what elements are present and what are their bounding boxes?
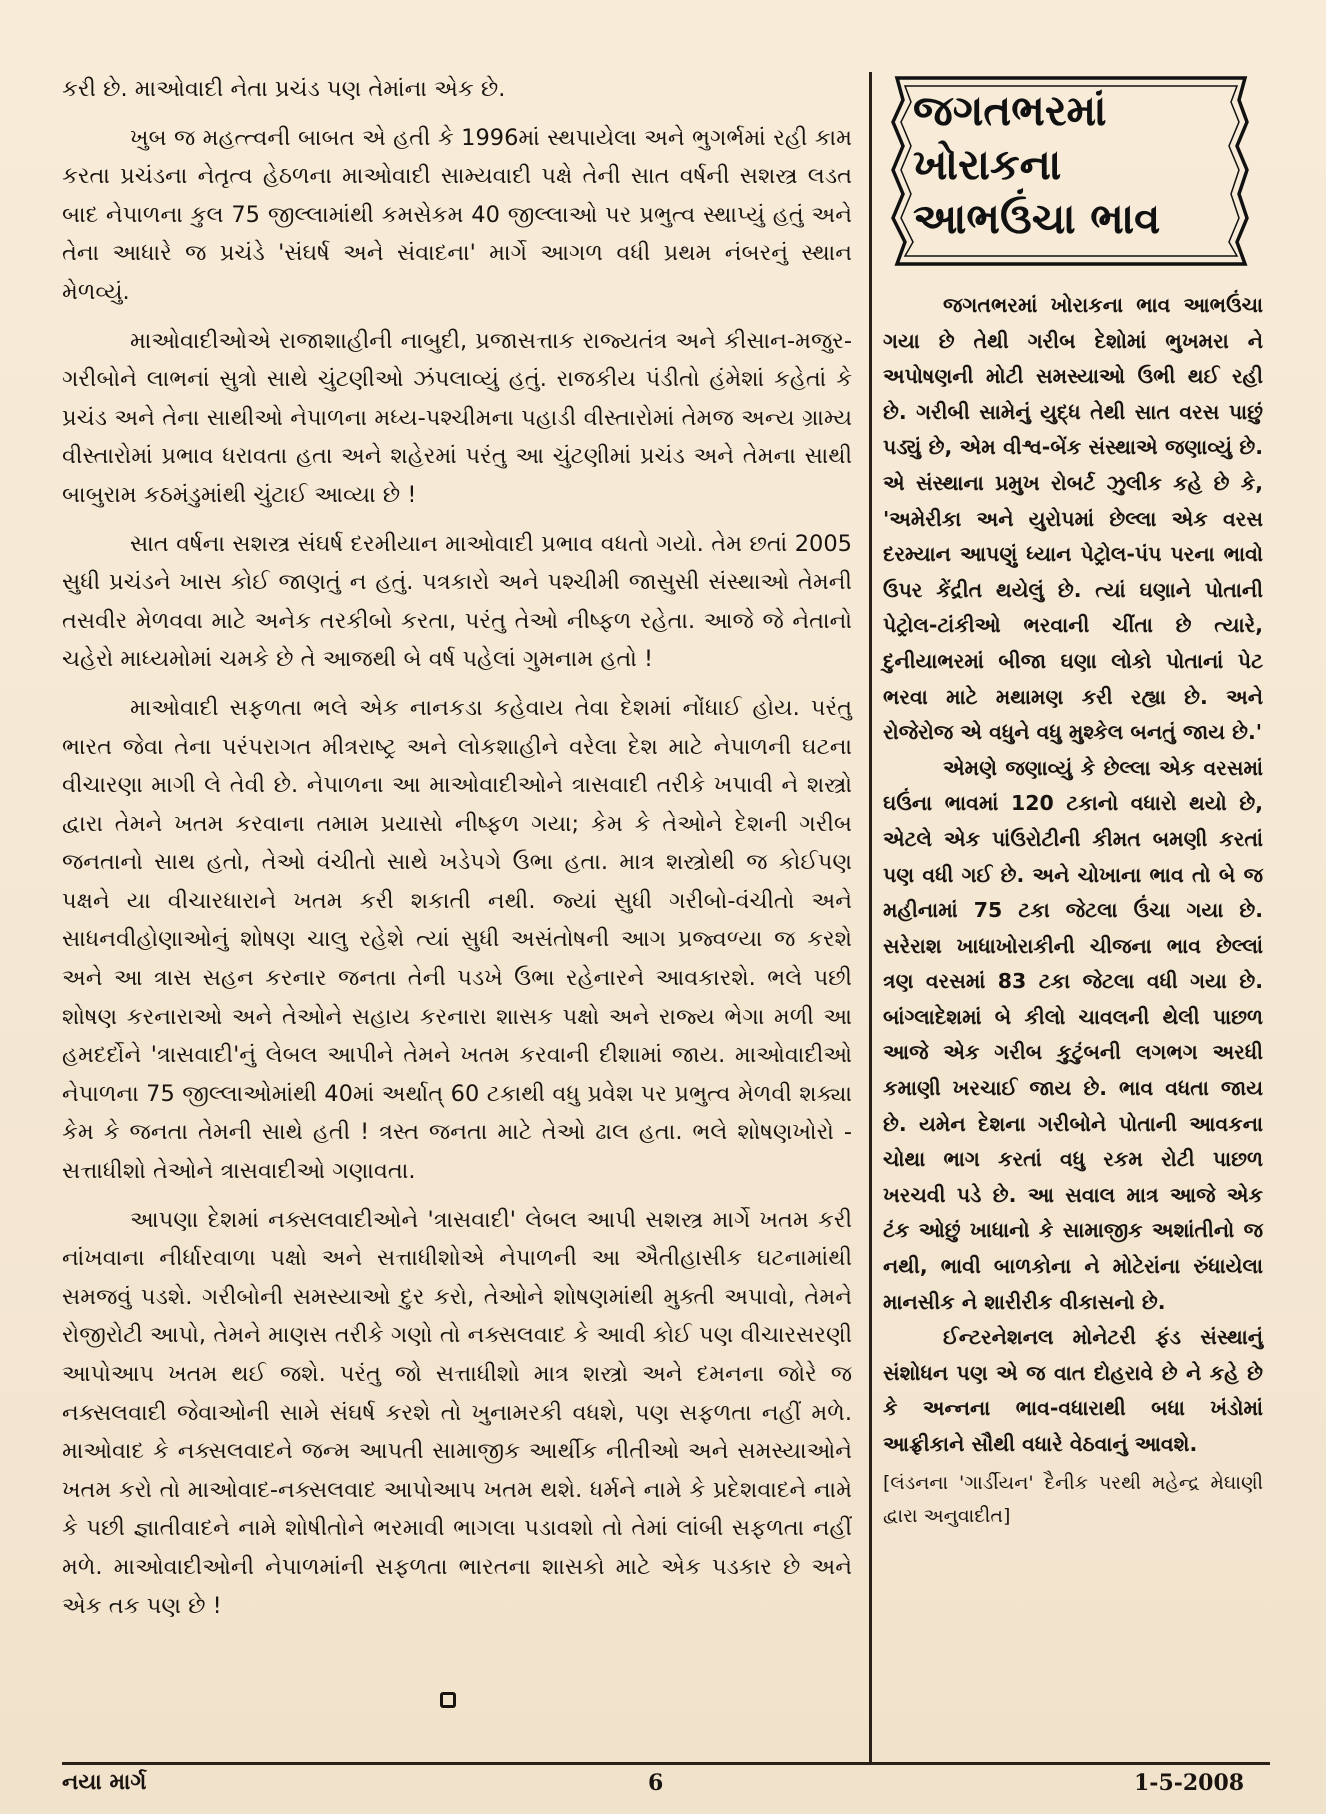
article-end-mark	[440, 1692, 456, 1708]
sidebar-paragraph: ઈન્ટરનેશનલ મોનેટરી ફંડ સંસ્થાનું સંશોધન પણ એ જ વાત દોહરાવે છે ને કહે છે કે અન્નના ભાવ-વધારાથી બધા ખંડોમાં આફ્રીકાને સૌથી વધારે વેઠવાનું આવશે.	[883, 1325, 1263, 1456]
sidebar-paragraph: જગતભરમાં ખોરાકના ભાવ આભઉંચા ગયા છે તેથી ગરીબ દેશોમાં ભુખમરા ને અપોષણની મોટી સમસ્યાઓ ઉભી થઈ રહી છે. ગરીબી સામેનું યુદ્ધ તેથી સાત વરસ પાછું પડ્યું છે, એમ વીશ્વ-બેંક સંસ્થાએ જણાવ્યું છે. એ સંસ્થાના પ્રમુખ રોબર્ટ ઝુલીક કહે છે કે, 'અમેરીકા અને યુરોપમાં છેલ્લા એક વરસ દરમ્યાન આપણું ધ્યાન પેટ્રોલ-પંપ પરના ભાવો ઉપર કેંદ્રીત થયેલું છે. ત્યાં ઘણાને પોતાની પેટ્રોલ-ટાંકીઓ ભરવાની ચીંતા છે ત્યારે, દુનીયાભરમાં બીજા ઘણા લોકો પોતાનાં પેટ ભરવા માટે મથામણ કરી રહ્યા છે. અને રોજેરોજ એ વધુને વધુ મુશ્કેલ બનતું જાય છે.'	[883, 293, 1263, 745]
article-paragraph: આપણા દેશમાં નક્સલવાદીઓને 'ત્રાસવાદી' લેબલ આપી સશસ્ત્ર માર્ગે ખતમ કરી નાંખવાના નીર્ધારવાળા પક્ષો અને સત્તાધીશોએ નેપાળની આ ઐતીહાસીક ઘટનામાંથી સમજવું પડશે. ગરીબોની સમસ્યાઓ દુર કરો, તેઓને શોષણમાંથી મુક્તી અપાવો, તેમને રોજીરોટી આપો, તેમને માણસ તરીકે ગણો તો નક્સલવાદ કે આવી કોઈ પણ વીચારસરણી આપોઆપ ખતમ થઈ જશે. પરંતુ જો સત્તાધીશો માત્ર શસ્ત્રો અને દમનના જોરે જ નક્સલવાદી જેવાઓની સામે સંઘર્ષ કરશે તો ખુનામરકી વધશે, પણ સફળતા નહીં મળે. માઓવાદ કે નક્સલવાદને જન્મ આપતી સામાજીક આર્થીક નીતીઓ અને સમસ્યાઓને ખતમ કરો તો માઓવાદ-નક્સલવાદ આપોઆપ ખતમ થશે. ધર્મને નામે કે પ્રદેશવાદને નામે કે પછી જ્ઞાતીવાદને નામે શોષીતોને ભરમાવી ભાગલા પડાવશો તો તેમાં લાંબી સફળતા નહીં મળે. માઓવાદીઓની નેપાળમાંની સફળતા ભારતના શાસકો માટે એક પડકાર છે અને એક તક પણ છે !	[62, 1206, 852, 1619]
article-paragraph: માઓવાદી સફળતા ભલે એક નાનકડા કહેવાય તેવા દેશમાં નોંધાઈ હોય. પરંતુ ભારત જેવા તેના પરંપરાગત મીત્રરાષ્ટ્ર અને લોકશાહીને વરેલા દેશ માટે નેપાળની ઘટના વીચારણા માગી લે તેવી છે. નેપાળના આ માઓવાદીઓને ત્રાસવાદી તરીકે ખપાવી ને શસ્ત્રો દ્વારા તેમને ખતમ કરવાના તમામ પ્રયાસો નીષ્ફળ ગયા; કેમ કે તેઓને દેશની ગરીબ જનતાનો સાથ હતો, તેઓ વંચીતો સાથે ખડેપગે ઉભા હતા. માત્ર શસ્ત્રોથી જ કોઈપણ પક્ષને યા વીચારધારાને ખતમ કરી શકાતી નથી. જ્યાં સુધી ગરીબો-વંચીતો અને સાધનવીહોણાઓનું શોષણ ચાલુ રહેશે ત્યાં સુધી અસંતોષની આગ પ્રજ્વળ્યા જ કરશે અને આ ત્રાસ સહન કરનાર જનતા તેની પડખે ઉભા રહેનારને આવકારશે. ભલે પછી શોષણ કરનારાઓ અને તેઓને સહાય કરનારા શાસક પક્ષો અને રાજ્ય ભેગા મળી આ હમદર્દોને 'ત્રાસવાદી'નું લેબલ આપીને તેમને ખતમ કરવાની દીશામાં જાય. માઓવાદીઓ નેપાળના 75 જીલ્લાઓમાંથી 40માં અર્થાત્ 60 ટકાથી વધુ પ્રવેશ પર પ્રભુત્વ મેળવી શક્યા કેમ કે જનતા તેમની સાથે હતી ! ત્રસ્ત જનતા માટે તેઓ ઢાલ હતા. ભલે શોષણખોરો - સત્તાધીશો તેઓને ત્રાસવાદીઓ ગણાવતા.	[62, 694, 852, 1185]
sidebar-title	[913, 84, 1253, 246]
sidebar-paragraph: એમણે જણાવ્યું કે છેલ્લા એક વરસમાં ઘઉંના ભાવમાં 120 ટકાનો વધારો થયો છે, એટલે એક પાંઉરોટીની કીમત બમણી કરતાં પણ વધી ગઈ છે. અને ચોખાના ભાવ તો બે જ મહીનામાં 75 ટકા જેટલા ઉંચા ગયા છે. સરેરાશ ખાધાખોરાકીની ચીજના ભાવ છેલ્લાં ત્રણ વરસમાં 83 ટકા જેટલા વધી ગયા છે. બાંગ્લાદેશમાં બે કીલો ચાવલની થેલી પાછળ આજે એક ગરીબ કુટુંબની લગભગ અરધી કમાણી ખરચાઈ જાય છે. ભાવ વધતા જાય છે. યમેન દેશના ગરીબોને પોતાની આવકના ચોથા ભાગ કરતાં વધુ રકમ રોટી પાછળ ખરચવી પડે છે. આ સવાલ માત્ર આજે એક ટંક ઓછું ખાધાનો કે સામાજીક અશાંતીનો જ નથી, ભાવી બાળકોના ને મોટેરાંના રુંધાયેલા માનસીક ને શારીરીક વીકાસનો છે.	[883, 755, 1263, 1314]
issue-date: 1-5-2008	[1134, 1770, 1245, 1796]
article-paragraph: ખુબ જ મહત્ત્વની બાબત એ હતી કે 1996માં સ્થપાયેલા અને ભુગર્ભમાં રહી કામ કરતા પ્રચંડના નેતૃત્વ હેઠળના માઓવાદી સામ્યવાદી પક્ષે તેની સાત વર્ષની સશસ્ત્ર લડત બાદ નેપાળના કુલ 75 જીલ્લામાંથી કમસેકમ 40 જીલ્લાઓ પર પ્રભુત્વ સ્થાપ્યું હતું અને તેના આધારે જ પ્રચંડે 'સંઘર્ષ અને સંવાદના' માર્ગે આગળ વધી પ્રથમ નંબરનું સ્થાન મેળવ્યું.	[62, 124, 852, 305]
sidebar-title-line: જગતભરમાં	[913, 86, 1107, 135]
sidebar-title-line: આભઉંચા ભાવ	[913, 194, 1161, 243]
article-paragraph: સાત વર્ષના સશસ્ત્ર સંઘર્ષ દરમીયાન માઓવાદી પ્રભાવ વધતો ગયો. તેમ છતાં 2005 સુધી પ્રચંડને ખાસ કોઈ જાણતું ન હતું. પત્રકારો અને પશ્ચીમી જાસુસી સંસ્થાઓ તેમની તસવીર મેળવવા માટે અનેક તરકીબો કરતા, પરંતુ તેઓ નીષ્ફળ રહેતા. આજે જે નેતાનો ચહેરો માધ્યમોમાં ચમકે છે તે આજથી બે વર્ષ પહેલાં ગુમનામ હતો !	[62, 530, 852, 673]
sidebar-title-frame	[883, 70, 1259, 270]
main-article	[62, 70, 852, 1625]
article-paragraph: માઓવાદીઓએ રાજાશાહીની નાબુદી, પ્રજાસત્તાક રાજ્યતંત્ર અને કીસાન-મજુર-ગરીબોને લાભનાં સુત્રો સાથે ચુંટણીઓ ઝંપલાવ્યું હતું. રાજકીય પંડીતો હંમેશાં કહેતાં કે પ્રચંડ અને તેના સાથીઓ નેપાળના મધ્ય-પશ્ચીમના પહાડી વીસ્તારોમાં તેમજ અન્ય ગ્રામ્ય વીસ્તારોમાં પ્રભાવ ધરાવતા હતા અને શહેરમાં પરંતુ આ ચુંટણીમાં પ્રચંડ અને તેમના સાથી બાબુરામ કઠમંડુમાંથી ચુંટાઈ આવ્યા છે !	[62, 327, 852, 508]
footer-rule	[62, 1762, 1270, 1765]
translation-credit: [લંડનના 'ગાર્ડીયન' દૈનીક પરથી મહેન્દ્ર મેઘાણી દ્વારા અનુવાદીત]	[883, 1471, 1263, 1527]
publication-name: નયા માર્ગ	[62, 1770, 147, 1795]
page-number: 6	[648, 1770, 664, 1796]
sidebar-box	[883, 70, 1263, 1533]
sidebar-title-line: ખોરાકના	[913, 140, 1062, 189]
sidebar-body	[883, 288, 1263, 1533]
column-divider	[869, 72, 872, 1762]
article-paragraph: કરી છે. માઓવાદી નેતા પ્રચંડ પણ તેમાંના એક છે.	[62, 76, 506, 102]
